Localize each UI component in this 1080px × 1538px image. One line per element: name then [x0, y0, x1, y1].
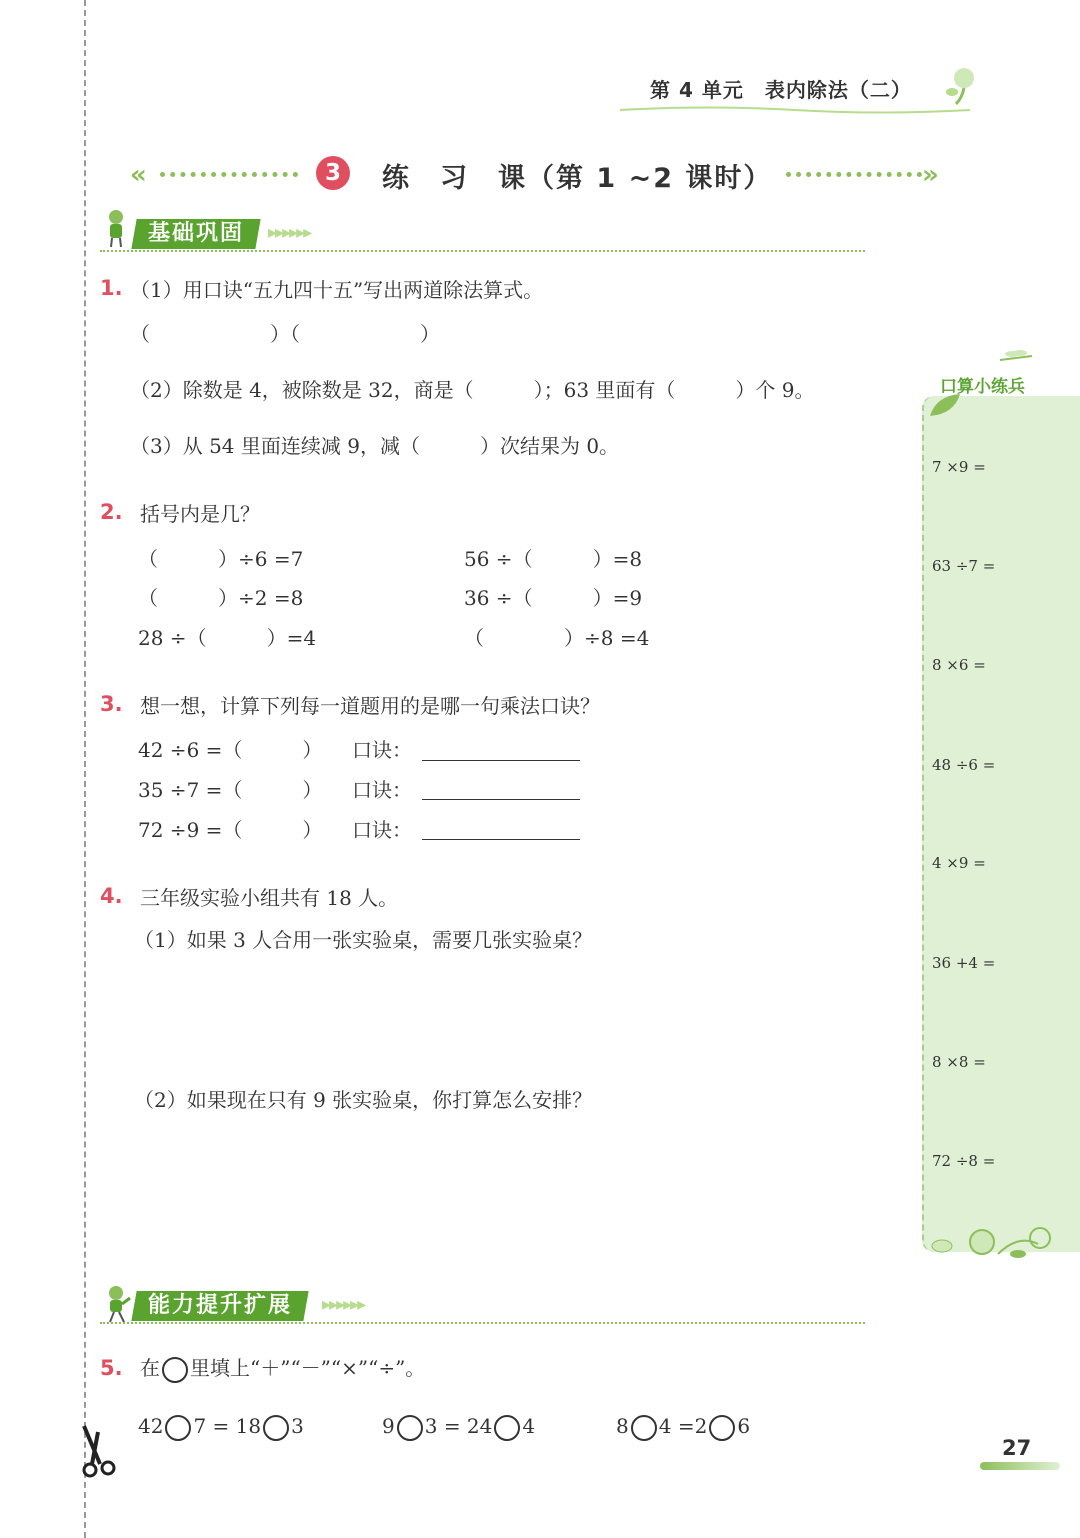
question-number: 1. [100, 276, 123, 300]
sidebar-item: 48 ÷6 = [932, 756, 996, 774]
lesson-title-row [130, 152, 950, 200]
q1-part1: （1）用口诀“五九四十五”写出两道除法算式。 [130, 278, 544, 302]
cut-line [84, 0, 86, 1538]
q2-row3-right[interactable]: （ ）÷8 =4 [464, 626, 650, 650]
arrow-decoration-icon: ▸▸▸▸▸▸ [322, 1294, 365, 1315]
question-number: 4. [100, 884, 123, 908]
q3-row1-expr[interactable]: 42 ÷6 =（ ） [138, 738, 323, 762]
operator-circle-input[interactable] [494, 1415, 520, 1441]
lesson-number-badge: 3 [316, 156, 350, 190]
section-banner-advanced: 能力提升扩展 [131, 1291, 308, 1321]
q5-item3 [616, 1414, 750, 1441]
sidebar-title: 口算小练兵 [940, 377, 1025, 397]
sprout-decoration-icon [942, 64, 984, 110]
q2-row2-right[interactable]: 36 ÷（ ）=9 [464, 586, 643, 610]
q4-part1: （1）如果 3 人合用一张实验桌，需要几张实验桌？ [134, 928, 593, 952]
q5-item1-a: 42 [138, 1414, 164, 1438]
operator-circle-input[interactable] [397, 1415, 423, 1441]
q2-prompt: 括号内是几？ [140, 502, 260, 526]
q1-part2: （2）除数是 4，被除数是 32，商是（ ）；63 里面有（ ）个 9。 [130, 378, 815, 402]
q5-item3-a: 8 [616, 1414, 629, 1438]
q3-row3-answer-line[interactable] [422, 839, 580, 840]
dragonfly-icon [996, 348, 1036, 374]
q3-row2-expr[interactable]: 35 ÷7 =（ ） [138, 778, 323, 802]
sidebar-item: 72 ÷8 = [932, 1152, 996, 1170]
arrow-decoration-icon: ▸▸▸▸▸▸ [268, 222, 311, 243]
circle-blank-icon [162, 1357, 188, 1383]
q3-row2-label: 口诀： [352, 778, 412, 802]
q3-row1-label: 口诀： [352, 738, 412, 762]
q2-row1-left[interactable]: （ ）÷6 =7 [138, 547, 304, 571]
page-number: 27 [1002, 1436, 1032, 1460]
q3-prompt: 想一想，计算下列每一道题用的是哪一句乘法口诀？ [140, 694, 600, 718]
q5-prompt [140, 1352, 425, 1383]
q2-row1-right[interactable]: 56 ÷（ ）=8 [464, 547, 643, 571]
q4-part2: （2）如果现在只有 9 张实验桌，你打算怎么安排？ [134, 1088, 593, 1112]
q5-item3-b: 4 =2 [658, 1414, 708, 1438]
operator-circle-input[interactable] [709, 1415, 735, 1441]
double-chevron-left-icon: « [130, 160, 147, 190]
section-banner-basic: 基础巩固 [131, 219, 260, 249]
q3-row1-answer-line[interactable] [422, 760, 580, 761]
q5-prompt-b: 里填上“＋”“－”“×”“÷”。 [190, 1356, 426, 1380]
q5-item2-c: 4 [522, 1414, 536, 1438]
q1-part1-blanks[interactable]: （ ）（ ） [130, 322, 440, 346]
question-number: 2. [100, 500, 123, 524]
sidebar-item: 7 ×9 = [932, 458, 986, 476]
section-divider [100, 250, 865, 252]
question-number: 3. [100, 692, 123, 716]
sidebar-item: 4 ×9 = [932, 854, 986, 872]
q3-row3-label: 口诀： [352, 818, 412, 842]
q2-row3-left[interactable]: 28 ÷（ ）=4 [138, 626, 317, 650]
sidebar-item: 8 ×8 = [932, 1053, 986, 1071]
q3-row2-answer-line[interactable] [422, 799, 580, 800]
q5-item1-b: 7 = 18 [193, 1414, 262, 1438]
snail-vine-decoration-icon [928, 1224, 1058, 1272]
sidebar-item: 63 ÷7 = [932, 557, 996, 575]
leaf-icon [928, 392, 962, 422]
sidebar-item: 8 ×6 = [932, 656, 986, 674]
section-divider [100, 1322, 865, 1324]
q5-item1-c: 3 [291, 1414, 304, 1438]
q5-prompt-a: 在 [140, 1356, 160, 1380]
question-number: 5. [100, 1356, 123, 1380]
operator-circle-input[interactable] [165, 1415, 191, 1441]
q5-item1 [138, 1414, 304, 1441]
unit-title: 第 4 单元 表内除法（二） [650, 78, 912, 102]
q4-prompt: 三年级实验小组共有 18 人。 [140, 886, 399, 910]
q2-row2-left[interactable]: （ ）÷2 =8 [138, 586, 304, 610]
sidebar-item: 36 +4 = [932, 954, 996, 972]
double-chevron-right-icon: » [922, 160, 939, 190]
q5-item2 [382, 1414, 535, 1441]
q3-row3-expr[interactable]: 72 ÷9 =（ ） [138, 818, 323, 842]
q1-part3: （3）从 54 里面连续减 9，减（ ）次结果为 0。 [130, 434, 620, 458]
operator-circle-input[interactable] [631, 1415, 657, 1441]
dotted-line-left [160, 172, 298, 177]
scissors-icon [76, 1424, 122, 1488]
dotted-line-right [786, 172, 922, 177]
q5-item2-b: 3 = 24 [424, 1414, 493, 1438]
lesson-title: 练 习 课（第 1 ~2 课时） [382, 163, 773, 194]
kid-mascot-icon [102, 208, 130, 252]
operator-circle-input[interactable] [263, 1415, 289, 1441]
mental-math-panel [922, 396, 1080, 1252]
q5-item3-c: 6 [737, 1414, 751, 1438]
header-underline [620, 100, 970, 108]
page-number-bar [980, 1462, 1060, 1470]
q5-item2-a: 9 [382, 1414, 395, 1438]
